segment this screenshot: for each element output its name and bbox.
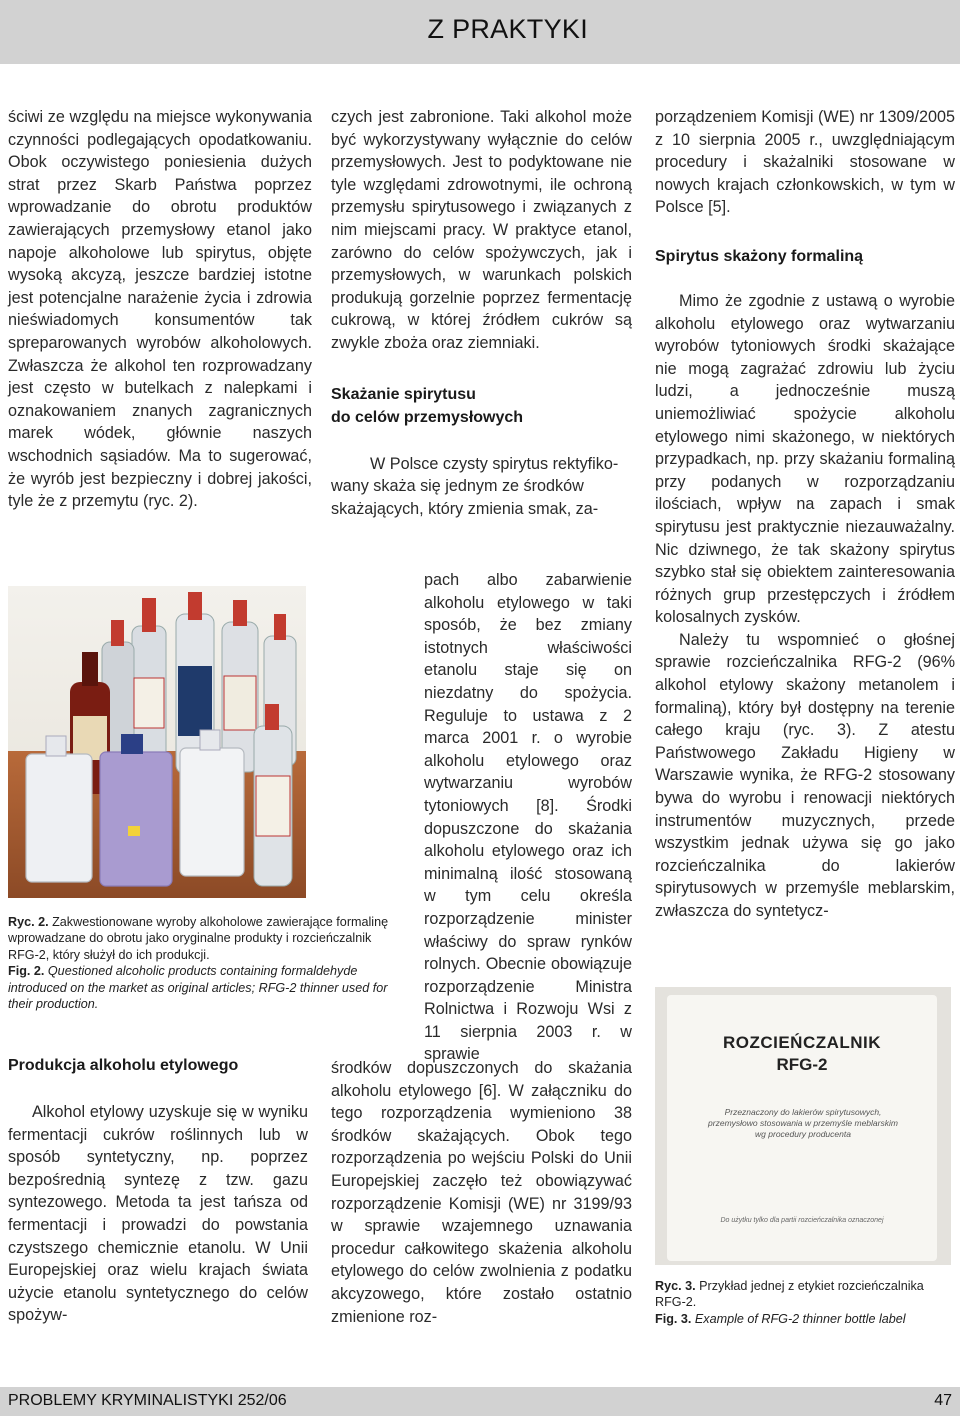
page-header-band (0, 0, 960, 64)
column-3 (655, 106, 955, 923)
fig3-pl-text: Przykład jednej z etykiet rozcieńczalnika RFG-2. (655, 1279, 924, 1310)
col2-line-1: W Polsce czysty spirytus rektyfiko- (370, 454, 619, 473)
fig2-pl-label: Ryc. 2. (8, 915, 49, 929)
heading-skazanie-2: do celów przemysłowych (331, 408, 524, 426)
heading-skazanie-1: Skażanie spirytusu (331, 385, 476, 403)
page-number: 47 (934, 1392, 952, 1409)
heading-spirytus-formalina: Spirytus skażony formaliną (655, 247, 864, 265)
col3-paragraph-1: porządzeniem Komisji (WE) nr 1309/2005 z 10 sierpnia 2005 r., uwzględniającym procedury i skażalniki stosowane w nowych krajach członkowskich, w tym w Polsce [5]. (655, 108, 955, 217)
label-code: RFG-2 (776, 1055, 828, 1074)
label-small-text: Przeznaczony do lakierów spirytusowych, przemysłowo stosowania w przemyśle meblarskim wg procedury producenta (708, 1107, 898, 1139)
col2-paragraph-1: czych jest zabronione. Taki alkohol może być wykorzystywany wyłącznie do celów przemysłowych. Jest to podyktowane nie tyle względami zdrowotnymi, ile ochroną przemysłu spirytusowego i związanych z nim miejscami pracy. W praktyce etanol, zarówno do celów spożywczych, jak i przemysłowych, w warunkach polskich produkują gorzelnie poprzez fermentację cukrową, w której źródłem cukrów są zwykle zboża oraz ziemniaki. (331, 108, 632, 352)
column-1-lower (8, 1054, 308, 1327)
fig2-en-text: Questioned alcoholic products containing formaldehyde introduced on the market as original articles; RFG-2 thinner used for their production. (8, 964, 388, 1012)
figure-3-caption (655, 1278, 953, 1327)
col2-paragraph-2a: pach albo zabarwienie alkoholu etylowego w taki sposób, że bez zmiany istotnych właściwości etanolu staje się on niezdatny do spożycia. Reguluje to ustawa z 2 marca 2001 r. o wyrobie alkoholu etylowego oraz wytwarzaniu wyrobów tytoniowych [8]. Środki dopuszczone do skażania alkoholu etylowego oraz ich minimalną ilość stosowaną w tym celu określa rozporządzenie minister właściwy do spraw rynków rolnych. Obecnie obowiązuje rozporządzenie Ministra Rolnictwa i Rozwoju Wsi z 11 sierpnia 2003 r. w sprawie (424, 571, 632, 1064)
column-2 (331, 106, 632, 520)
column-2-narrow (424, 569, 632, 1066)
bottles-image (8, 586, 306, 898)
journal-name: PROBLEMY KRYMINALISTYKI 252/06 (8, 1392, 287, 1409)
section-title: Z PRAKTYKI (427, 14, 588, 44)
col2-line-3: skażających, który zmienia smak, za- (331, 499, 599, 518)
fig2-en-label: Fig. 2. (8, 964, 45, 979)
fig2-pl-text: Zakwestionowane wyroby alkoholowe zawierające formalinę wprowadzane do obrotu jako oryginalne produkty i rozcieńczalnik RFG-2, który służył do ich produkcji. (8, 915, 389, 962)
fig3-pl-label: Ryc. 3. (655, 1279, 696, 1293)
fig3-en-text: Example of RFG-2 thinner bottle label (694, 1311, 906, 1326)
col3-paragraph-3: Należy tu wspomnieć o głośnej sprawie rozcieńczalnika RFG-2 (96% alkohol etylowy skażony metanolem i formaliną), który był dostępny na terenie całego kraju (ryc. 3). Z atestu Państwowego Zakładu Higieny w Warszawie wynika, że RFG-2 stosowany bywa do wyrobu i renowacji niektórych instrumentów muzycznych, przede wszystkim jednak używa się go jako rozcieńczalnika do lakierów spirytusowych w przemyśle meblarskim, zwłaszcza do syntetycz- (655, 630, 955, 920)
heading-produkcja: Produkcja alkoholu etylowego (8, 1057, 239, 1074)
column-2-bottom (331, 1057, 632, 1328)
col2-line-2: wany skaża się jednym ze środków (331, 477, 584, 496)
figure-2-photo (8, 586, 306, 898)
column-1 (8, 106, 312, 513)
label-footer-text: Do użytku tylko dla partii rozcieńczalnika oznaczonej (720, 1217, 884, 1224)
col1-paragraph-2: Alkohol etylowy uzyskuje się w wyniku fermentacji cukrów roślinnych lub w sposób syntetyczny, np. poprzez bezpośrednią syntezę z tzw. gazu syntezowego. Metoda ta jest tańsza od fermentacji i prowadzi do powstania czystszego chemicznie etanolu. W Unii Europejskiej oraz wielu krajach świata użycie etanolu syntetycznego do celów spożyw- (8, 1103, 308, 1325)
label-title: ROZCIEŃCZALNIK (722, 1033, 882, 1052)
col1-paragraph-1: ściwi ze względu na miejsce wykonywania czynności podlegających opodatkowaniu. Obok oczywistego poniesienia dużych strat przez Skarb Państwa poprzez wprowadzanie do obrotu produktów zawierających przemysłowy etanol jako napoje alkoholowe lub spirytus, objęte wysoką akcyzą, jeszcze bardziej istotne jest potencjalne narażenie życia i zdrowia nieświadomych konsumentów tak spreparowanych wyrobów alkoholowych. Zwłaszcza że alkohol ten rozprowadzany jest często w butelkach z nalepkami i oznakowaniem znanych zagranicznych marek wódek, głównie naszych wschodnich sąsiadów. Ma to sugerować, że wyrób jest bezpieczny i dobrej jakości, tyle że z przemytu (ryc. 2). (8, 108, 312, 511)
figure-2-caption (8, 914, 400, 1012)
col2-paragraph-2b: środków dopuszczonych do skażania alkoholu etylowego [6]. W załączniku do tego rozporządzenia wymieniono 38 środków skażających. Obok tego rozporządzenia po wejściu Polski do Unii Europejskiej zaczęło też obowiązywać rozporządzenie Komisji (WE) nr 3199/93 w sprawie wzajemnego uznawania procedur całkowitego skażenia alkoholu etylowego do celów zwolnienia z podatku akcyzowego, które zostało ostatnio zmienione roz- (331, 1059, 632, 1326)
fig3-en-label: Fig. 3. (655, 1311, 692, 1326)
figure-3-photo (655, 987, 951, 1265)
page-footer-band (0, 1387, 960, 1416)
label-sticker (667, 995, 937, 1261)
col3-paragraph-2: Mimo że zgodnie z ustawą o wyrobie alkoholu etylowego oraz wytwarzaniu wyrobów tytoniowych środki skażające nie mogą zagrażać zdrowiu lub życiu ludzi, a jednocześnie muszą uniemożliwiać spożycie alkoholu etylowego nimi skażonego, w niektórych przypadkach, np. przy skażaniu formaliną przy podanych w rozporządzaniu ilościach, wpływ na zapach i smak spirytusu jest praktycznie niezauważalny. Nic dziwnego, że tak skażony spirytus szybko stał się obiektem zainteresowania różnych grup przestępczych i źródłem kolosalnych zysków. (655, 291, 955, 627)
